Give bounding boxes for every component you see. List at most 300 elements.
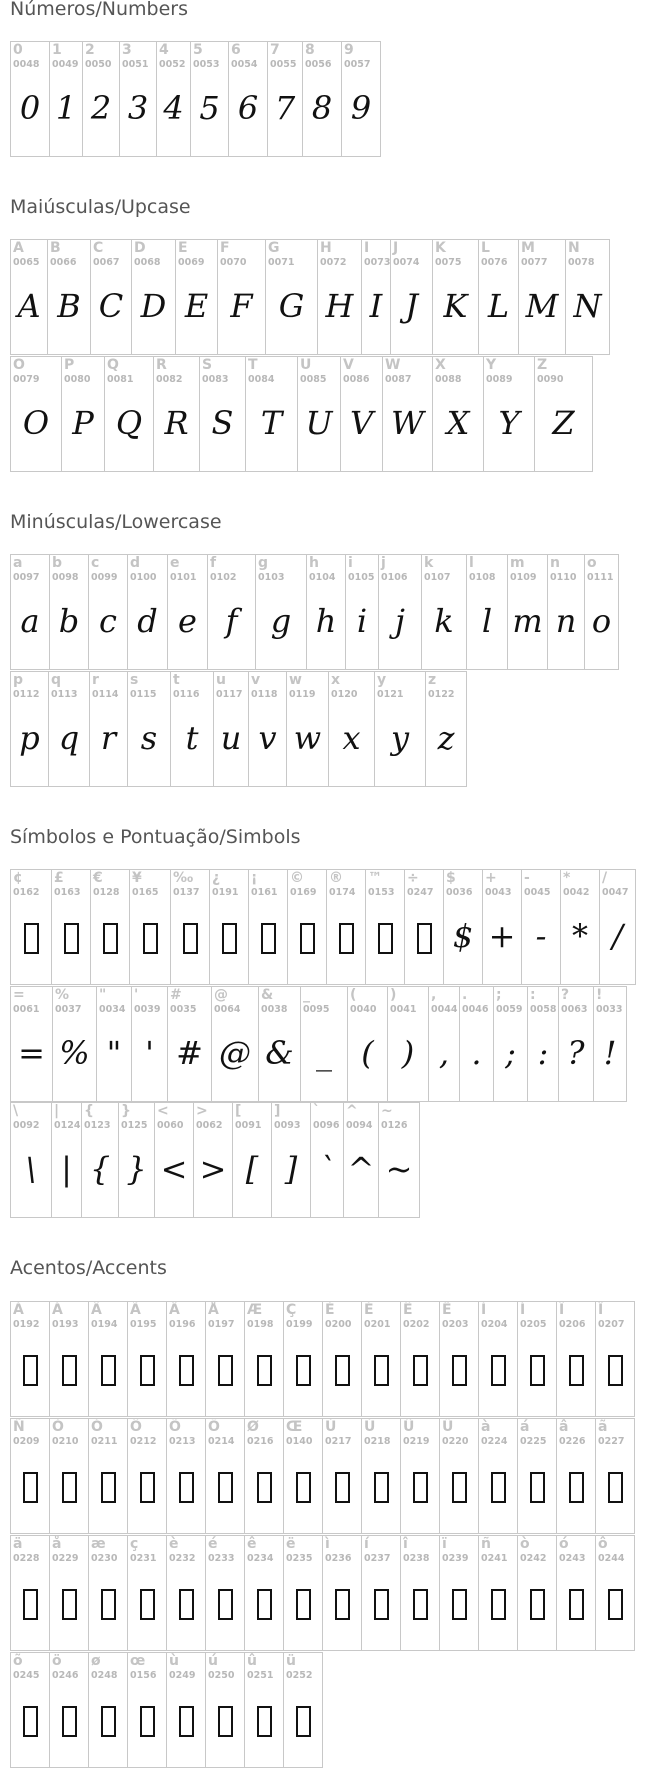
glyph-cell [88,1535,128,1651]
notdef-rect [183,923,198,954]
char-label: h [309,555,319,571]
missing-glyph-box [401,1348,439,1388]
glyph-sample: y [390,719,410,757]
char-label: Ñ [13,1419,25,1435]
missing-glyph-box [128,1582,166,1622]
glyph-sample: N [573,287,602,325]
glyph-cell [207,554,256,670]
char-code: 0060 [157,1120,184,1131]
char-label: û [247,1653,257,1669]
notdef-rect [140,1472,155,1503]
glyph-cell [96,986,132,1102]
glyph-cell [153,356,200,472]
glyph-cell [493,986,528,1102]
glyph-cell [428,986,460,1102]
missing-glyph-box [206,1582,244,1622]
char-code: 0040 [350,1004,377,1015]
char-code: 0091 [235,1120,262,1131]
glyph-cell [439,1418,479,1534]
char-code: 0201 [364,1319,391,1330]
char-label: A [13,240,24,256]
char-label: Y [486,357,497,373]
char-label: Ê [403,1302,413,1318]
glyph-cell [518,239,566,355]
missing-glyph-box [288,916,326,956]
glyph-cell [302,41,342,157]
missing-glyph-box [11,916,51,956]
char-code: 0037 [55,1004,82,1015]
glyph-cell [306,554,346,670]
char-code: 0056 [305,59,332,70]
glyph-sample: d [137,602,158,640]
char-code: 0101 [170,572,197,583]
char-code: 0212 [130,1436,157,1447]
glyph-cell [283,1652,323,1768]
glyph-cell [478,1418,518,1534]
char-code: 0122 [428,689,455,700]
char-code: 0233 [208,1553,235,1564]
glyph-cell [326,869,366,985]
char-label: x [331,672,341,688]
glyph-cell [341,41,381,157]
char-code: 0230 [91,1553,118,1564]
glyph-sample: A [17,287,41,325]
char-code: 0111 [587,572,614,583]
missing-glyph-box [245,1699,283,1739]
glyph-cell [382,356,433,472]
char-code: 0033 [596,1004,623,1015]
char-label: Ü [442,1419,454,1435]
glyph-cell [10,986,53,1102]
char-code: 0198 [247,1319,274,1330]
glyph-sample: U [305,404,333,442]
char-code: 0048 [13,59,40,70]
char-label: Ì [481,1302,487,1318]
notdef-rect [608,1589,623,1620]
notdef-rect [378,923,393,954]
char-code: 0216 [247,1436,274,1447]
glyph-cell [156,41,191,157]
glyph-sample: Z [552,404,575,442]
char-code: 0067 [93,257,120,268]
char-label: W [385,357,401,373]
glyph-cell [527,986,559,1102]
glyph-cell [565,239,610,355]
char-code: 0039 [134,1004,161,1015]
missing-glyph-box [245,1582,283,1622]
glyph-cell [211,986,259,1102]
char-label: + [485,870,497,886]
missing-glyph-box [284,1699,322,1739]
glyph-sample: x [342,719,361,757]
char-code: 0128 [93,887,120,898]
char-label: a [13,555,23,571]
char-code: 0073 [364,257,391,268]
char-code: 0109 [510,572,537,583]
notdef-rect [417,923,432,954]
char-label: ^ [346,1103,358,1119]
missing-glyph-box [323,1465,361,1505]
char-code: 0238 [403,1553,430,1564]
glyph-cell [595,1535,635,1651]
glyph-sample: ) [401,1034,415,1072]
missing-glyph-box [440,1582,478,1622]
glyph-cell [131,986,168,1102]
glyph-cell [166,1535,206,1651]
glyph-cell [228,41,268,157]
glyph-cell [244,1418,284,1534]
glyph-cell [193,1102,233,1218]
notdef-rect [143,923,158,954]
char-code: 0066 [50,257,77,268]
char-label: á [520,1419,530,1435]
char-label: s [130,672,139,688]
missing-glyph-box [210,916,248,956]
char-label: 1 [52,42,62,58]
missing-glyph-box [479,1348,517,1388]
char-label: w [289,672,302,688]
glyph-sample: 3 [127,89,149,127]
glyph-sample: I [369,287,383,325]
char-label: Ï [598,1302,604,1318]
char-code: 0062 [196,1120,223,1131]
char-label: P [64,357,75,373]
char-label: ) [390,987,397,1003]
missing-glyph-box [89,1465,127,1505]
missing-glyph-box [89,1582,127,1622]
char-label: Û [403,1419,415,1435]
char-label: ó [559,1536,569,1552]
glyph-sample: " [106,1034,122,1072]
missing-glyph-box [11,1699,49,1739]
notdef-rect [179,1589,194,1620]
char-code: 0052 [159,59,186,70]
char-code: 0038 [261,1004,288,1015]
char-label: ` [313,1103,320,1119]
missing-glyph-box [50,1348,88,1388]
char-label: * [563,870,571,886]
char-label: \ [13,1103,19,1119]
notdef-rect [101,1589,116,1620]
char-code: 0100 [130,572,157,583]
char-label: G [268,240,280,256]
notdef-rect [413,1355,428,1386]
glyph-cell [595,1418,635,1534]
char-code: 0108 [469,572,496,583]
glyph-cell [517,1301,557,1417]
missing-glyph-box [128,1465,166,1505]
notdef-rect [179,1472,194,1503]
char-label: # [170,987,182,1003]
missing-glyph-box [11,1582,49,1622]
char-label: | [54,1103,60,1119]
char-label: £ [54,870,64,886]
char-label: Ä [169,1302,180,1318]
char-code: 0116 [173,689,200,700]
char-label: ¿ [212,870,221,886]
char-label: Æ [247,1302,263,1318]
glyph-cell [283,1301,323,1417]
glyph-cell [131,239,176,355]
glyph-cell [347,986,388,1102]
glyph-cell [517,1535,557,1651]
notdef-rect [413,1589,428,1620]
glyph-cell [271,1102,311,1218]
glyph-cell [10,1535,50,1651]
glyph-sample: M [525,287,559,325]
char-label: ] [274,1103,281,1119]
char-label: ë [286,1536,296,1552]
glyph-sample: j [395,602,405,640]
char-label: Œ [286,1419,303,1435]
char-label: ¡ [251,870,258,886]
missing-glyph-box [50,1582,88,1622]
char-label: - [524,870,530,886]
glyph-sample: 9 [350,89,372,127]
missing-glyph-box [401,1465,439,1505]
char-code: 0246 [52,1670,79,1681]
glyph-cell [47,239,91,355]
char-code: 0055 [270,59,297,70]
glyph-cell [584,554,619,670]
glyph-cell [361,1535,401,1651]
glyph-sample: X [446,404,470,442]
missing-glyph-box [557,1465,595,1505]
glyph-sample: H [325,287,354,325]
glyph-cell [89,671,128,787]
glyph-cell [322,1535,362,1651]
char-code: 0043 [485,887,512,898]
char-label: " [99,987,107,1003]
glyph-cell [283,1418,323,1534]
char-label: ñ [481,1536,491,1552]
glyph-cell [283,1535,323,1651]
char-label: K [435,240,446,256]
glyph-sample: m [512,602,543,640]
char-label: Á [52,1302,63,1318]
glyph-cell [244,1535,284,1651]
glyph-sample: 5 [199,89,220,127]
char-label: 6 [231,42,241,58]
notdef-rect [140,1706,155,1737]
glyph-sample: O [22,404,50,442]
glyph-cell [232,1102,272,1218]
char-code: 0206 [559,1319,586,1330]
char-label: p [13,672,24,688]
char-code: 0096 [313,1120,340,1131]
char-code: 0064 [214,1004,241,1015]
notdef-rect [491,1472,506,1503]
char-label: B [50,240,61,256]
glyph-sample: W [391,404,424,442]
char-code: 0220 [442,1436,469,1447]
char-label: z [428,672,437,688]
missing-glyph-box [171,916,209,956]
glyph-row [10,1535,634,1651]
char-label: 3 [122,42,132,58]
notdef-rect [23,1472,38,1503]
char-label: D [134,240,146,256]
glyph-cell [10,1418,50,1534]
glyph-cell [166,1418,206,1534]
section-title-accents: Acentos/Accents [10,1257,167,1279]
char-code: 0196 [169,1319,196,1330]
char-label: ù [169,1653,179,1669]
glyph-sample: l [481,602,493,640]
glyph-cell [297,356,341,472]
char-code: 0203 [442,1319,469,1330]
char-label: N [568,240,580,256]
char-code: 0224 [481,1436,508,1447]
char-code: 0053 [193,59,220,70]
glyph-cell [170,671,214,787]
char-label: Ù [325,1419,337,1435]
char-code: 0249 [169,1670,196,1681]
char-label: Q [107,357,119,373]
char-label: = [13,987,25,1003]
char-label: ú [208,1653,218,1669]
notdef-rect [257,1706,272,1737]
glyph-cell [104,356,154,472]
notdef-rect [374,1589,389,1620]
missing-glyph-box [91,916,129,956]
glyph-sample: T [260,404,283,442]
glyph-sample: } [126,1150,147,1188]
char-label: o [587,555,597,571]
char-code: 0078 [568,257,595,268]
glyph-sample: r [100,719,117,757]
glyph-sample: E [184,287,209,325]
glyph-cell [255,554,307,670]
glyph-cell [507,554,548,670]
glyph-cell [82,41,120,157]
char-code: 0250 [208,1670,235,1681]
glyph-cell [400,1535,440,1651]
char-label: î [403,1536,408,1552]
glyph-sample: F [230,287,253,325]
notdef-rect [608,1472,623,1503]
missing-glyph-box [362,1465,400,1505]
char-label: c [91,555,100,571]
char-code: 0035 [170,1004,197,1015]
glyph-sample: a [20,602,40,640]
glyph-cell [443,869,483,985]
char-label: m [510,555,525,571]
missing-glyph-box [596,1348,634,1388]
glyph-sample: J [405,287,418,325]
char-code: 0218 [364,1436,391,1447]
glyph-sample: B [57,287,81,325]
char-label: ç [130,1536,139,1552]
glyph-cell [599,869,636,985]
glyph-sample: q [58,719,80,757]
glyph-cell [267,41,303,157]
notdef-rect [300,923,315,954]
notdef-rect [101,1355,116,1386]
char-label: ö [52,1653,62,1669]
char-code: 0118 [251,689,278,700]
missing-glyph-box [89,1348,127,1388]
glyph-cell [205,1418,245,1534]
char-code: 0140 [286,1436,313,1447]
char-code: 0065 [13,257,40,268]
char-code: 0214 [208,1436,235,1447]
missing-glyph-box [206,1348,244,1388]
char-code: 0120 [331,689,358,700]
glyph-cell [478,239,519,355]
char-code: 0088 [435,374,462,385]
glyph-sample: D [140,287,167,325]
char-label: € [93,870,103,886]
char-code: 0217 [325,1436,352,1447]
glyph-cell [199,356,246,472]
glyph-cell [88,1301,128,1417]
glyph-sample: > [199,1150,227,1188]
char-label: Í [520,1302,526,1318]
glyph-row [10,671,466,787]
char-code: 0042 [563,887,590,898]
glyph-cell [10,1301,50,1417]
glyph-cell [248,671,287,787]
notdef-rect [62,1355,77,1386]
glyph-sample: _ [316,1034,332,1072]
notdef-rect [530,1589,545,1620]
glyph-cell [482,869,522,985]
char-label: ¥ [132,870,142,886]
glyph-cell [119,41,157,157]
char-code: 0234 [247,1553,274,1564]
missing-glyph-box [249,916,287,956]
glyph-row [10,1652,322,1768]
glyph-cell [49,554,89,670]
missing-glyph-box [557,1582,595,1622]
glyph-sample: ' [145,1034,154,1072]
notdef-rect [261,923,276,954]
char-code: 0034 [99,1004,126,1015]
glyph-sample: f [225,602,238,640]
char-label: å [52,1536,62,1552]
char-code: 0123 [84,1120,111,1131]
missing-glyph-box [206,1465,244,1505]
char-code: 0245 [13,1670,40,1681]
glyph-cell [154,1102,194,1218]
char-code: 0207 [598,1319,625,1330]
char-code: 0099 [91,572,118,583]
char-code: 0079 [13,374,40,385]
notdef-rect [374,1472,389,1503]
notdef-rect [257,1472,272,1503]
char-label: ã [598,1419,608,1435]
glyph-cell [343,1102,379,1218]
glyph-cell [81,1102,119,1218]
char-code: 0083 [202,374,229,385]
char-label: J [393,240,399,256]
glyph-cell [300,986,348,1102]
glyph-sample: k [434,602,454,640]
missing-glyph-box [50,1699,88,1739]
char-label: r [92,672,99,688]
glyph-row [10,986,626,1102]
char-code: 0125 [121,1120,148,1131]
glyph-cell [88,554,128,670]
char-label: ä [13,1536,23,1552]
char-label: I [364,240,370,256]
glyph-cell [10,1102,52,1218]
char-label: E [178,240,188,256]
glyph-sample: 7 [274,89,296,127]
char-code: 0098 [52,572,79,583]
glyph-cell [595,1301,635,1417]
